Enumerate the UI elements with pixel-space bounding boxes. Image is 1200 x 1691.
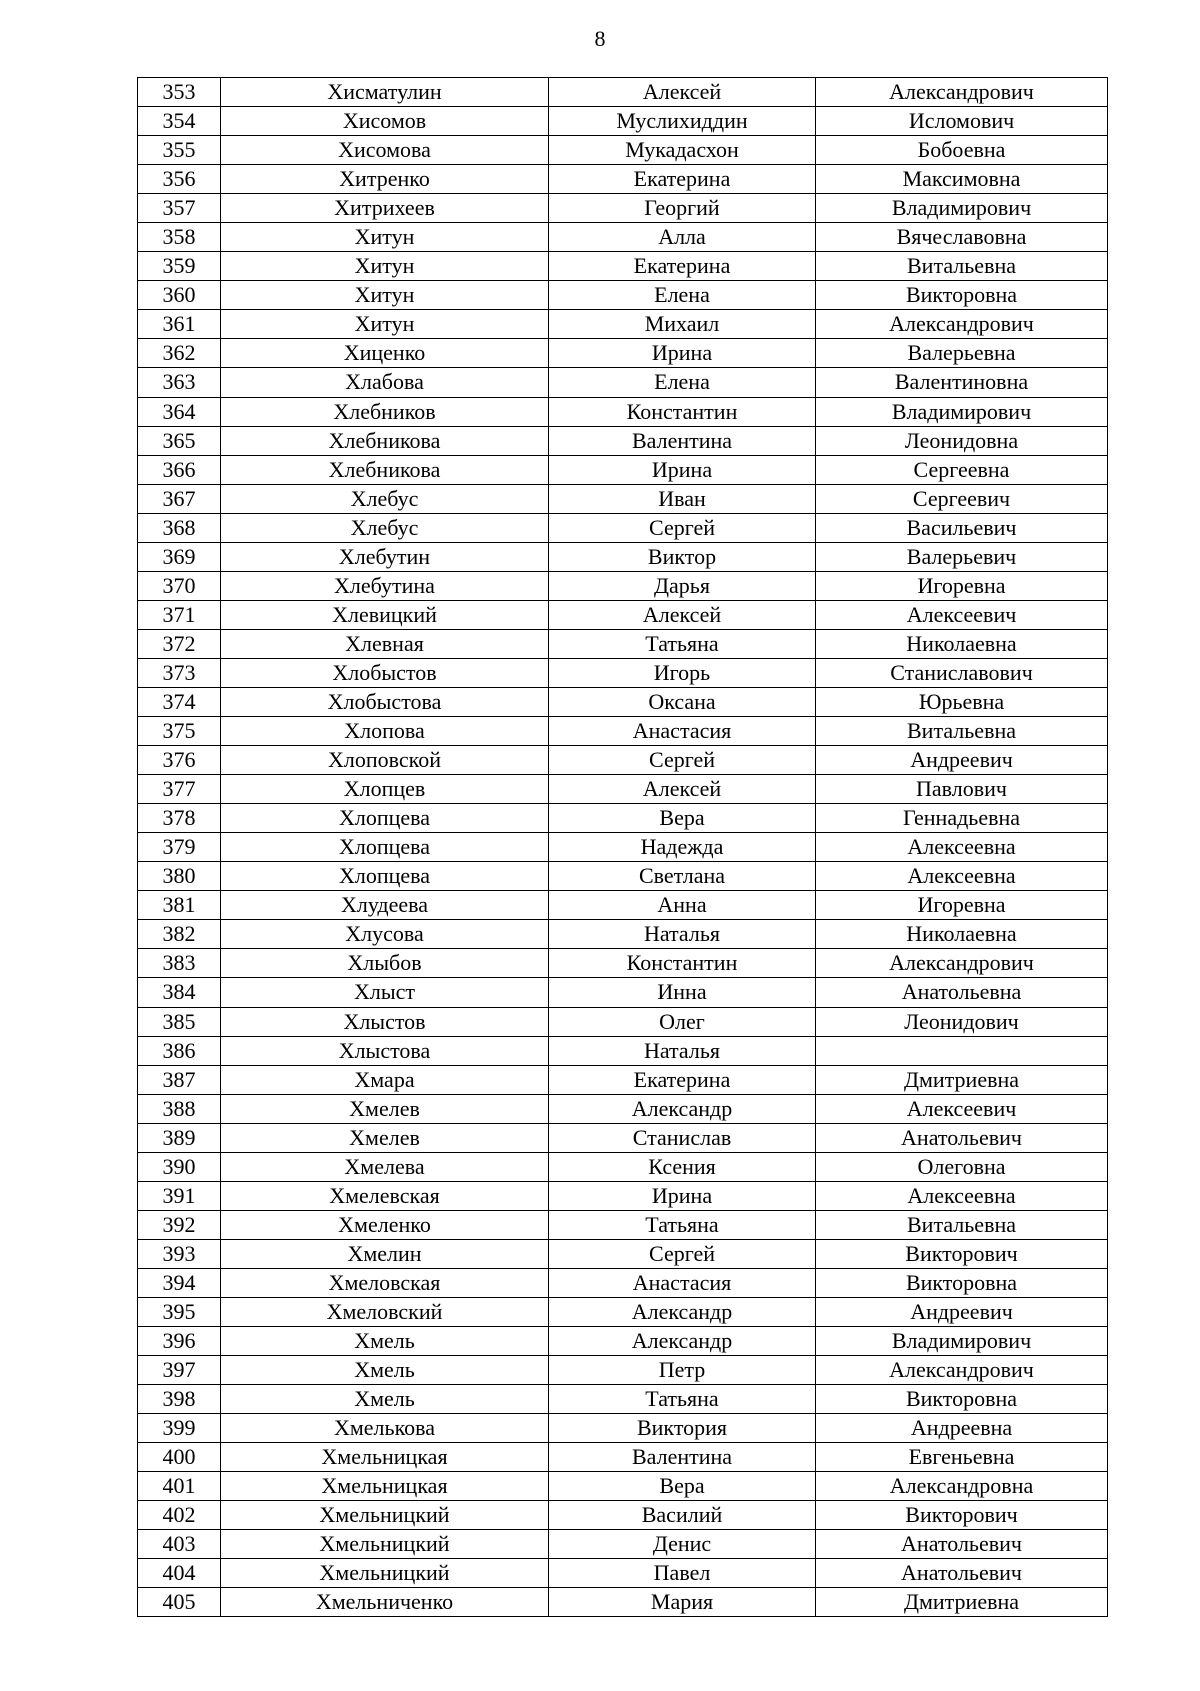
patronymic-cell: Александрович: [816, 310, 1108, 339]
row-number-cell: 383: [138, 949, 221, 978]
table-row: [138, 804, 1108, 833]
last-name-cell: Хлобыстова: [221, 687, 549, 716]
first-name-cell: Елена: [549, 368, 816, 397]
first-name-cell: Ирина: [549, 339, 816, 368]
last-name-cell: Хмель: [221, 1356, 549, 1385]
patronymic-cell: Владимирович: [816, 1327, 1108, 1356]
table-row: [138, 1297, 1108, 1326]
row-number-cell: 396: [138, 1327, 221, 1356]
patronymic-cell: Игоревна: [816, 571, 1108, 600]
table-row: [138, 920, 1108, 949]
first-name-cell: Георгий: [549, 194, 816, 223]
row-number-cell: 357: [138, 194, 221, 223]
table-row: [138, 1007, 1108, 1036]
last-name-cell: Хмелевская: [221, 1181, 549, 1210]
first-name-cell: Оксана: [549, 687, 816, 716]
last-name-cell: Хитун: [221, 223, 549, 252]
first-name-cell: Вера: [549, 804, 816, 833]
table-row: [138, 1356, 1108, 1385]
first-name-cell: Александр: [549, 1297, 816, 1326]
first-name-cell: Татьяна: [549, 629, 816, 658]
table-row: [138, 78, 1108, 107]
last-name-cell: Хлыбов: [221, 949, 549, 978]
table-row: [138, 1239, 1108, 1268]
first-name-cell: Надежда: [549, 833, 816, 862]
patronymic-cell: Станиславович: [816, 658, 1108, 687]
patronymic-cell: [816, 1036, 1108, 1065]
row-number-cell: 376: [138, 746, 221, 775]
first-name-cell: Сергей: [549, 513, 816, 542]
table-row: [138, 1152, 1108, 1181]
table-row: [138, 1036, 1108, 1065]
last-name-cell: Хлопцева: [221, 862, 549, 891]
patronymic-cell: Леонидовна: [816, 426, 1108, 455]
last-name-cell: Хитун: [221, 310, 549, 339]
table-row: [138, 281, 1108, 310]
patronymic-cell: Евгеньевна: [816, 1443, 1108, 1472]
patronymic-cell: Александрович: [816, 78, 1108, 107]
last-name-cell: Хмелева: [221, 1152, 549, 1181]
table-row: [138, 746, 1108, 775]
last-name-cell: Хлебус: [221, 484, 549, 513]
table-row: [138, 339, 1108, 368]
patronymic-cell: Алексеевна: [816, 833, 1108, 862]
row-number-cell: 364: [138, 397, 221, 426]
table-row: [138, 600, 1108, 629]
patronymic-cell: Викторович: [816, 1239, 1108, 1268]
first-name-cell: Вера: [549, 1472, 816, 1501]
row-number-cell: 359: [138, 252, 221, 281]
patronymic-cell: Максимовна: [816, 165, 1108, 194]
row-number-cell: 385: [138, 1007, 221, 1036]
first-name-cell: Екатерина: [549, 1065, 816, 1094]
table-row: [138, 1210, 1108, 1239]
table-row: [138, 1472, 1108, 1501]
first-name-cell: Константин: [549, 949, 816, 978]
row-number-cell: 392: [138, 1210, 221, 1239]
row-number-cell: 382: [138, 920, 221, 949]
last-name-cell: Хлопцева: [221, 833, 549, 862]
last-name-cell: Хмельницкая: [221, 1443, 549, 1472]
row-number-cell: 375: [138, 717, 221, 746]
row-number-cell: 395: [138, 1297, 221, 1326]
table-row: [138, 717, 1108, 746]
patronymic-cell: Витальевна: [816, 717, 1108, 746]
last-name-cell: Хитрихеев: [221, 194, 549, 223]
table-row: [138, 1123, 1108, 1152]
last-name-cell: Хитун: [221, 252, 549, 281]
table-row: [138, 862, 1108, 891]
row-number-cell: 391: [138, 1181, 221, 1210]
first-name-cell: Василий: [549, 1501, 816, 1530]
patronymic-cell: Дмитриевна: [816, 1588, 1108, 1617]
table-row: [138, 949, 1108, 978]
row-number-cell: 394: [138, 1268, 221, 1297]
last-name-cell: Хмельницкая: [221, 1472, 549, 1501]
last-name-cell: Хитренко: [221, 165, 549, 194]
table-row: [138, 165, 1108, 194]
first-name-cell: Мария: [549, 1588, 816, 1617]
patronymic-cell: Анатольевич: [816, 1530, 1108, 1559]
patronymic-cell: Викторовна: [816, 281, 1108, 310]
last-name-cell: Хлудеева: [221, 891, 549, 920]
first-name-cell: Сергей: [549, 1239, 816, 1268]
patronymic-cell: Владимирович: [816, 397, 1108, 426]
table-row: [138, 1065, 1108, 1094]
last-name-cell: Хлыстов: [221, 1007, 549, 1036]
table-row: [138, 107, 1108, 136]
table-row: [138, 687, 1108, 716]
row-number-cell: 367: [138, 484, 221, 513]
table-row: [138, 833, 1108, 862]
first-name-cell: Анастасия: [549, 1268, 816, 1297]
patronymic-cell: Андреевич: [816, 746, 1108, 775]
patronymic-cell: Сергеевич: [816, 484, 1108, 513]
row-number-cell: 372: [138, 629, 221, 658]
table-row: [138, 455, 1108, 484]
row-number-cell: 387: [138, 1065, 221, 1094]
table-row: [138, 426, 1108, 455]
patronymic-cell: Леонидович: [816, 1007, 1108, 1036]
last-name-cell: Хлыст: [221, 978, 549, 1007]
last-name-cell: Хмельницкий: [221, 1559, 549, 1588]
row-number-cell: 371: [138, 600, 221, 629]
last-name-cell: Хмеленко: [221, 1210, 549, 1239]
first-name-cell: Петр: [549, 1356, 816, 1385]
row-number-cell: 370: [138, 571, 221, 600]
row-number-cell: 377: [138, 775, 221, 804]
patronymic-cell: Исломович: [816, 107, 1108, 136]
row-number-cell: 380: [138, 862, 221, 891]
patronymic-cell: Игоревна: [816, 891, 1108, 920]
first-name-cell: Татьяна: [549, 1210, 816, 1239]
last-name-cell: Хлебутина: [221, 571, 549, 600]
row-number-cell: 366: [138, 455, 221, 484]
first-name-cell: Ирина: [549, 455, 816, 484]
last-name-cell: Хлоповской: [221, 746, 549, 775]
last-name-cell: Хмеловский: [221, 1297, 549, 1326]
first-name-cell: Татьяна: [549, 1385, 816, 1414]
table-row: [138, 310, 1108, 339]
last-name-cell: Хмара: [221, 1065, 549, 1094]
first-name-cell: Денис: [549, 1530, 816, 1559]
last-name-cell: Хмельницкий: [221, 1530, 549, 1559]
last-name-cell: Хисматулин: [221, 78, 549, 107]
first-name-cell: Алла: [549, 223, 816, 252]
table-row: [138, 1588, 1108, 1617]
table-row: [138, 1181, 1108, 1210]
patronymic-cell: Валерьевич: [816, 542, 1108, 571]
row-number-cell: 354: [138, 107, 221, 136]
last-name-cell: Хмеловская: [221, 1268, 549, 1297]
last-name-cell: Хиценко: [221, 339, 549, 368]
table-row: [138, 1094, 1108, 1123]
patronymic-cell: Александрович: [816, 1356, 1108, 1385]
last-name-cell: Хлобыстов: [221, 658, 549, 687]
last-name-cell: Хмелев: [221, 1094, 549, 1123]
last-name-cell: Хлебникова: [221, 426, 549, 455]
patronymic-cell: Алексеевич: [816, 600, 1108, 629]
patronymic-cell: Викторовна: [816, 1268, 1108, 1297]
table-row: [138, 542, 1108, 571]
row-number-cell: 353: [138, 78, 221, 107]
table-row: [138, 629, 1108, 658]
table-row: [138, 775, 1108, 804]
table-row: [138, 223, 1108, 252]
table-row: [138, 891, 1108, 920]
last-name-cell: Хмель: [221, 1327, 549, 1356]
row-number-cell: 401: [138, 1472, 221, 1501]
last-name-cell: Хлабова: [221, 368, 549, 397]
row-number-cell: 379: [138, 833, 221, 862]
row-number-cell: 362: [138, 339, 221, 368]
first-name-cell: Екатерина: [549, 252, 816, 281]
table-row: [138, 1327, 1108, 1356]
name-list-body: [138, 78, 1108, 1617]
first-name-cell: Алексей: [549, 600, 816, 629]
table-row: [138, 978, 1108, 1007]
patronymic-cell: Витальевна: [816, 252, 1108, 281]
last-name-cell: Хлебникова: [221, 455, 549, 484]
first-name-cell: Иван: [549, 484, 816, 513]
first-name-cell: Павел: [549, 1559, 816, 1588]
first-name-cell: Светлана: [549, 862, 816, 891]
table-row: [138, 1268, 1108, 1297]
table-row: [138, 1414, 1108, 1443]
row-number-cell: 381: [138, 891, 221, 920]
patronymic-cell: Бобоевна: [816, 136, 1108, 165]
first-name-cell: Виктория: [549, 1414, 816, 1443]
row-number-cell: 393: [138, 1239, 221, 1268]
row-number-cell: 388: [138, 1094, 221, 1123]
row-number-cell: 384: [138, 978, 221, 1007]
row-number-cell: 360: [138, 281, 221, 310]
row-number-cell: 373: [138, 658, 221, 687]
first-name-cell: Анна: [549, 891, 816, 920]
last-name-cell: Хисомов: [221, 107, 549, 136]
last-name-cell: Хисомова: [221, 136, 549, 165]
table-row: [138, 1385, 1108, 1414]
page-number: 8: [594, 26, 606, 51]
last-name-cell: Хитун: [221, 281, 549, 310]
patronymic-cell: Андреевич: [816, 1297, 1108, 1326]
first-name-cell: Валентина: [549, 1443, 816, 1472]
row-number-cell: 378: [138, 804, 221, 833]
patronymic-cell: Валерьевна: [816, 339, 1108, 368]
table-row: [138, 397, 1108, 426]
patronymic-cell: Владимирович: [816, 194, 1108, 223]
row-number-cell: 399: [138, 1414, 221, 1443]
row-number-cell: 361: [138, 310, 221, 339]
patronymic-cell: Анатольевич: [816, 1123, 1108, 1152]
first-name-cell: Игорь: [549, 658, 816, 687]
first-name-cell: Сергей: [549, 746, 816, 775]
last-name-cell: Хлусова: [221, 920, 549, 949]
first-name-cell: Елена: [549, 281, 816, 310]
patronymic-cell: Алексеевна: [816, 862, 1108, 891]
table-row: [138, 1530, 1108, 1559]
patronymic-cell: Васильевич: [816, 513, 1108, 542]
row-number-cell: 355: [138, 136, 221, 165]
patronymic-cell: Сергеевна: [816, 455, 1108, 484]
patronymic-cell: Вячеславовна: [816, 223, 1108, 252]
patronymic-cell: Витальевна: [816, 1210, 1108, 1239]
first-name-cell: Алексей: [549, 78, 816, 107]
first-name-cell: Алексей: [549, 775, 816, 804]
row-number-cell: 390: [138, 1152, 221, 1181]
patronymic-cell: Алексеевич: [816, 1094, 1108, 1123]
first-name-cell: Олег: [549, 1007, 816, 1036]
patronymic-cell: Андреевна: [816, 1414, 1108, 1443]
row-number-cell: 398: [138, 1385, 221, 1414]
first-name-cell: Михаил: [549, 310, 816, 339]
table-row: [138, 368, 1108, 397]
first-name-cell: Валентина: [549, 426, 816, 455]
row-number-cell: 386: [138, 1036, 221, 1065]
patronymic-cell: Олеговна: [816, 1152, 1108, 1181]
table-row: [138, 1443, 1108, 1472]
last-name-cell: Хмель: [221, 1385, 549, 1414]
patronymic-cell: Александрович: [816, 949, 1108, 978]
last-name-cell: Хмельницкий: [221, 1501, 549, 1530]
first-name-cell: Константин: [549, 397, 816, 426]
patronymic-cell: Павлович: [816, 775, 1108, 804]
patronymic-cell: Геннадьевна: [816, 804, 1108, 833]
first-name-cell: Станислав: [549, 1123, 816, 1152]
patronymic-cell: Александровна: [816, 1472, 1108, 1501]
first-name-cell: Инна: [549, 978, 816, 1007]
name-list-table: [137, 77, 1108, 1617]
row-number-cell: 402: [138, 1501, 221, 1530]
table-row: [138, 513, 1108, 542]
patronymic-cell: Викторович: [816, 1501, 1108, 1530]
patronymic-cell: Николаевна: [816, 920, 1108, 949]
row-number-cell: 374: [138, 687, 221, 716]
row-number-cell: 404: [138, 1559, 221, 1588]
last-name-cell: Хлопцев: [221, 775, 549, 804]
last-name-cell: Хмельниченко: [221, 1588, 549, 1617]
row-number-cell: 365: [138, 426, 221, 455]
last-name-cell: Хлебутин: [221, 542, 549, 571]
first-name-cell: Ирина: [549, 1181, 816, 1210]
patronymic-cell: Николаевна: [816, 629, 1108, 658]
last-name-cell: Хлевная: [221, 629, 549, 658]
patronymic-cell: Валентиновна: [816, 368, 1108, 397]
row-number-cell: 368: [138, 513, 221, 542]
last-name-cell: Хлевицкий: [221, 600, 549, 629]
row-number-cell: 389: [138, 1123, 221, 1152]
first-name-cell: Екатерина: [549, 165, 816, 194]
table-row: [138, 252, 1108, 281]
last-name-cell: Хмелин: [221, 1239, 549, 1268]
patronymic-cell: Викторовна: [816, 1385, 1108, 1414]
table-row: [138, 136, 1108, 165]
last-name-cell: Хмелев: [221, 1123, 549, 1152]
patronymic-cell: Дмитриевна: [816, 1065, 1108, 1094]
last-name-cell: Хлыстова: [221, 1036, 549, 1065]
last-name-cell: Хмелькова: [221, 1414, 549, 1443]
row-number-cell: 403: [138, 1530, 221, 1559]
first-name-cell: Наталья: [549, 1036, 816, 1065]
patronymic-cell: Алексеевна: [816, 1181, 1108, 1210]
first-name-cell: Ксения: [549, 1152, 816, 1181]
patronymic-cell: Анатольевич: [816, 1559, 1108, 1588]
row-number-cell: 369: [138, 542, 221, 571]
first-name-cell: Дарья: [549, 571, 816, 600]
last-name-cell: Хлебников: [221, 397, 549, 426]
first-name-cell: Александр: [549, 1094, 816, 1123]
row-number-cell: 397: [138, 1356, 221, 1385]
row-number-cell: 405: [138, 1588, 221, 1617]
first-name-cell: Александр: [549, 1327, 816, 1356]
row-number-cell: 358: [138, 223, 221, 252]
patronymic-cell: Анатольевна: [816, 978, 1108, 1007]
last-name-cell: Хлопова: [221, 717, 549, 746]
row-number-cell: 363: [138, 368, 221, 397]
table-row: [138, 1501, 1108, 1530]
first-name-cell: Мукадасхон: [549, 136, 816, 165]
first-name-cell: Муслихиддин: [549, 107, 816, 136]
row-number-cell: 356: [138, 165, 221, 194]
first-name-cell: Наталья: [549, 920, 816, 949]
table-row: [138, 1559, 1108, 1588]
table-row: [138, 484, 1108, 513]
row-number-cell: 400: [138, 1443, 221, 1472]
last-name-cell: Хлопцева: [221, 804, 549, 833]
patronymic-cell: Юрьевна: [816, 687, 1108, 716]
table-row: [138, 658, 1108, 687]
last-name-cell: Хлебус: [221, 513, 549, 542]
first-name-cell: Анастасия: [549, 717, 816, 746]
table-row: [138, 571, 1108, 600]
table-row: [138, 194, 1108, 223]
first-name-cell: Виктор: [549, 542, 816, 571]
